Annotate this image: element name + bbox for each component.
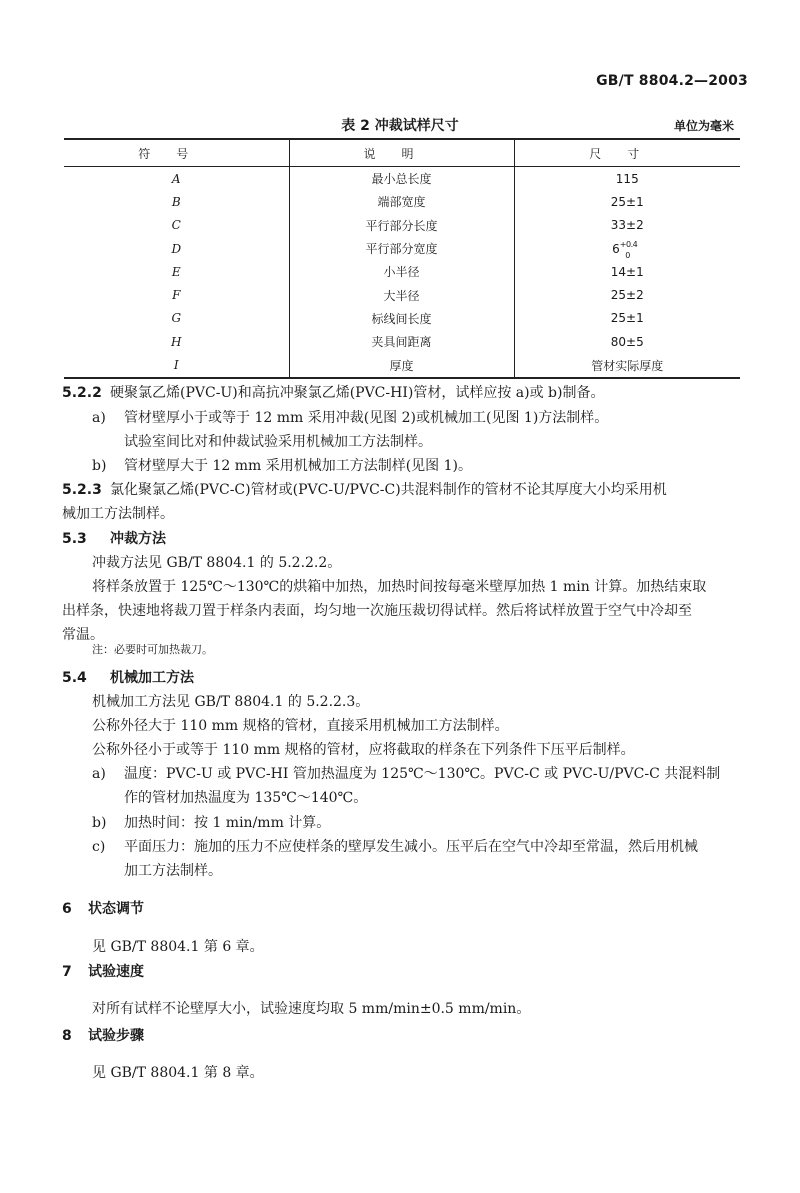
cell-symbol: A bbox=[171, 171, 181, 186]
section-number: 7 bbox=[62, 964, 72, 980]
list-label-c: c) bbox=[92, 839, 106, 855]
paragraph-cont: 常温。 bbox=[62, 627, 104, 643]
cell-dimension: 33±2 bbox=[514, 214, 740, 237]
cell-description: 厚度 bbox=[289, 353, 514, 377]
paragraph: 公称外径大于 110 mm 规格的管材，直接采用机械加工方法制样。 bbox=[92, 718, 509, 734]
dim-lower-tolerance: 0 bbox=[625, 251, 631, 261]
cell-symbol: F bbox=[172, 288, 181, 303]
section-title: 试验速度 bbox=[88, 964, 144, 980]
standard-number: GB/T 8804.2—2003 bbox=[596, 73, 748, 89]
clause-5-4-heading bbox=[62, 666, 742, 690]
cell-description: 平行部分长度 bbox=[289, 214, 514, 237]
cell-symbol: E bbox=[171, 264, 181, 279]
clause-title: 机械加工方法 bbox=[110, 670, 194, 686]
header-symbol: 符号 bbox=[64, 139, 289, 167]
clause-text: 硬聚氯乙烯(PVC-U)和高抗冲聚氯乙烯(PVC-HI)管材，试样应按 a)或 b)制备。 bbox=[110, 385, 605, 401]
clause-number: 5.4 bbox=[62, 670, 87, 686]
paragraph: 见 GB/T 8804.1 第 8 章。 bbox=[92, 1065, 264, 1081]
table-row bbox=[64, 190, 740, 213]
table-row bbox=[64, 353, 740, 377]
list-text-a-cont: 作的管材加热温度为 135℃～140℃。 bbox=[124, 790, 368, 806]
table-row bbox=[64, 307, 740, 330]
cell-description: 标线间长度 bbox=[289, 307, 514, 330]
cell-dimension: 25±2 bbox=[514, 283, 740, 306]
list-label-a: a) bbox=[92, 410, 106, 426]
clause-number: 5.2.3 bbox=[62, 482, 102, 498]
table-row bbox=[64, 167, 740, 191]
clause-5-2-2 bbox=[62, 381, 742, 405]
clause-number: 5.2.2 bbox=[62, 385, 102, 401]
list-text-b: 加热时间：按 1 min/mm 计算。 bbox=[124, 815, 331, 831]
paragraph: 将样条放置于 125℃～130℃的烘箱中加热，加热时间按每毫米壁厚加热 1 min 计算。加热结束取 bbox=[92, 579, 707, 595]
cell-symbol: I bbox=[64, 353, 289, 377]
table-unit: 单位为毫米 bbox=[673, 119, 734, 133]
list-text-a-cont: 试验室间比对和仲裁试验采用机械加工方法制样。 bbox=[124, 434, 432, 450]
list-text-a: 温度：PVC-U 或 PVC-HI 管加热温度为 125℃～130℃。PVC-C 或 PVC-U/PVC-C 共混料制 bbox=[124, 766, 721, 782]
cell-description: 平行部分宽度 bbox=[289, 237, 514, 260]
cell-dimension: 14±1 bbox=[514, 260, 740, 283]
section-7-heading bbox=[62, 960, 144, 984]
section-title: 状态调节 bbox=[88, 901, 144, 917]
clause-text: 氯化聚氯乙烯(PVC-C)管材或(PVC-U/PVC-C)共混料制作的管材不论其厚度大小均采用机 bbox=[110, 482, 667, 498]
cell-dimension: 管材实际厚度 bbox=[514, 353, 740, 377]
paragraph: 冲裁方法见 GB/T 8804.1 的 5.2.2.2。 bbox=[92, 555, 342, 571]
table-caption: 表 2 冲裁试样尺寸 bbox=[341, 118, 459, 134]
clause-5-3-heading bbox=[62, 527, 742, 551]
dim-upper-tolerance: +0.4 bbox=[619, 240, 638, 250]
cell-dimension: 25±1 bbox=[514, 190, 740, 213]
table-row bbox=[64, 283, 740, 306]
list-text-a: 管材壁厚小于或等于 12 mm 采用冲裁(见图 2)或机械加工(见图 1)方法制样。 bbox=[124, 410, 609, 426]
cell-description: 最小总长度 bbox=[289, 167, 514, 191]
table-row bbox=[64, 330, 740, 353]
table-row bbox=[64, 237, 740, 260]
cell-symbol: D bbox=[171, 241, 182, 256]
section-6-heading bbox=[62, 897, 144, 921]
cell-description: 夹具间距离 bbox=[289, 330, 514, 353]
clause-number: 5.3 bbox=[62, 531, 87, 547]
cell-dimension: 115 bbox=[514, 167, 740, 191]
table-row bbox=[64, 260, 740, 283]
cell-symbol: B bbox=[171, 194, 181, 209]
list-text-c-cont: 加工方法制样。 bbox=[124, 863, 222, 879]
list-text-c: 平面压力：施加的压力不应使样条的壁厚发生减小。压平后在空气中冷却至常温，然后用机械 bbox=[124, 839, 698, 855]
list-label-a: a) bbox=[92, 766, 106, 782]
cell-symbol: H bbox=[171, 334, 182, 349]
section-title: 试验步骤 bbox=[88, 1028, 144, 1044]
clause-title: 冲裁方法 bbox=[110, 531, 166, 547]
cell-description: 小半径 bbox=[289, 260, 514, 283]
cell-dimension: 80±5 bbox=[514, 330, 740, 353]
cell-dimension bbox=[514, 237, 740, 260]
paragraph: 对所有试样不论壁厚大小，试验速度均取 5 mm/min±0.5 mm/min。 bbox=[92, 1001, 531, 1017]
list-text-b: 管材壁厚大于 12 mm 采用机械加工方法制样(见图 1)。 bbox=[124, 458, 472, 474]
table-row bbox=[64, 214, 740, 237]
section-8-heading bbox=[62, 1024, 144, 1048]
paragraph: 公称外径小于或等于 110 mm 规格的管材，应将截取的样条在下列条件下压平后制样。 bbox=[92, 742, 635, 758]
paragraph: 见 GB/T 8804.1 第 6 章。 bbox=[92, 939, 264, 955]
dim-base: 6 bbox=[612, 242, 620, 257]
cell-description: 端部宽度 bbox=[289, 190, 514, 213]
header-dimension: 尺寸 bbox=[514, 139, 740, 167]
cell-dimension: 25±1 bbox=[514, 307, 740, 330]
list-label-b: b) bbox=[92, 815, 107, 831]
cell-description: 大半径 bbox=[289, 283, 514, 306]
table-header-row bbox=[64, 139, 740, 167]
section-number: 6 bbox=[62, 901, 72, 917]
note: 注：必要时可加热裁刀。 bbox=[92, 643, 213, 656]
cell-symbol: G bbox=[171, 311, 182, 326]
clause-text-cont: 械加工方法制样。 bbox=[62, 506, 174, 522]
list-label-b: b) bbox=[92, 458, 107, 474]
paragraph-cont: 出样条，快速地将裁刀置于样条内表面，均匀地一次施压裁切得试样。然后将试样放置于空气中冷却至 bbox=[62, 603, 692, 619]
clause-5-2-3 bbox=[62, 478, 742, 502]
paragraph: 机械加工方法见 GB/T 8804.1 的 5.2.2.3。 bbox=[92, 694, 370, 710]
header-description: 说明 bbox=[289, 139, 514, 167]
dimensions-table bbox=[64, 138, 740, 379]
cell-symbol: C bbox=[171, 218, 181, 233]
section-number: 8 bbox=[62, 1028, 72, 1044]
